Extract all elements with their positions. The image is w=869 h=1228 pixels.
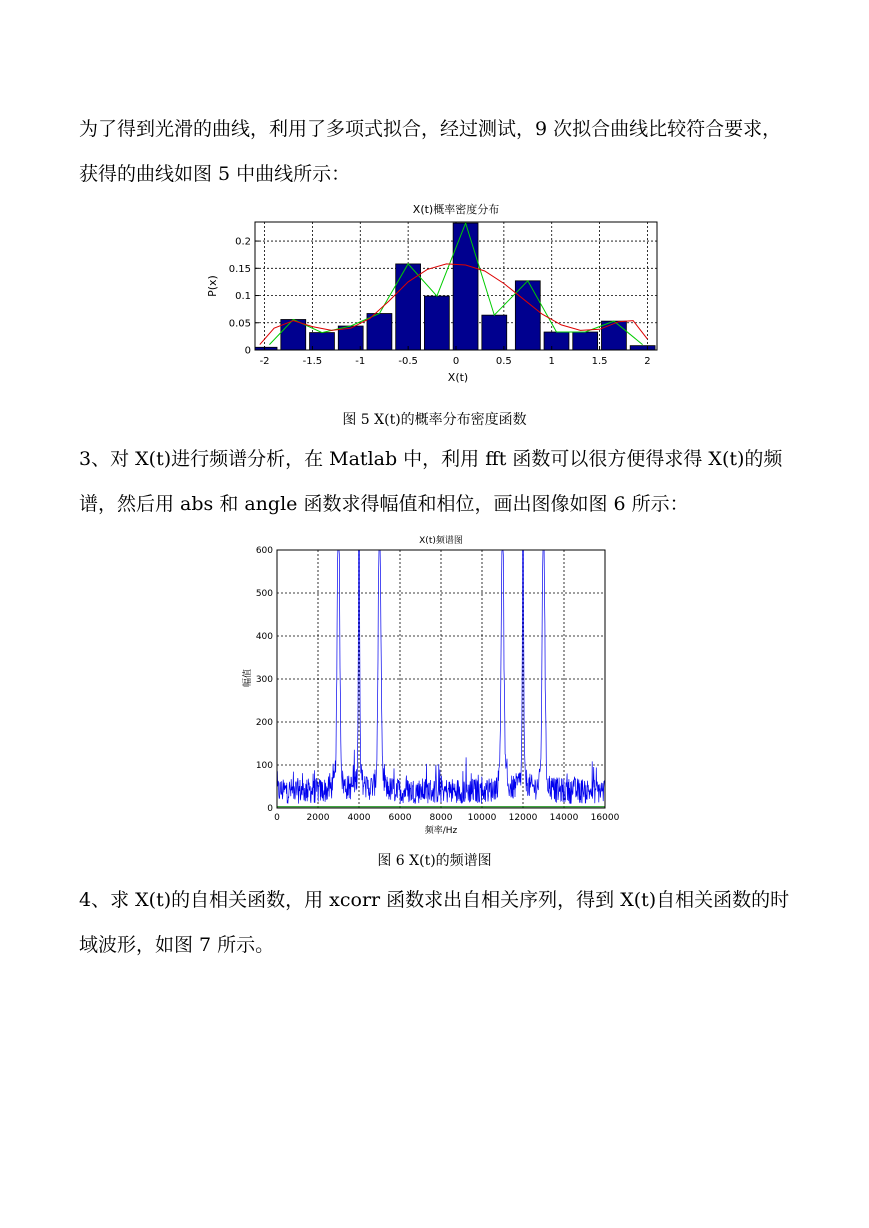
paragraph-2: 3、对 X(t)进行频谱分析，在 Matlab 中，利用 fft 函数可以很方便得求得 X(t)的频谱，然后用 abs 和 angle 函数求得幅值和相位，画出图像如图 6 所示：: [79, 448, 783, 515]
figure-6-caption: 图 6 X(t)的频谱图: [377, 853, 492, 869]
chart1-bar: [515, 281, 540, 350]
chart2-xtick-label: 6000: [388, 813, 412, 823]
chart1-ytick-label: 0.2: [235, 236, 251, 248]
chart1-bar: [573, 332, 598, 350]
chart2-spectrum-line: [277, 550, 605, 804]
chart2-ylabel: 幅值: [243, 668, 253, 688]
chart1-xtick-label: -1: [355, 356, 366, 367]
chart1-bars: [255, 223, 655, 350]
chart1-xtick-label: 0.5: [495, 356, 512, 367]
chart1-bar: [424, 296, 449, 350]
chart1-ytick-label: 0.05: [228, 318, 251, 330]
chart2-xtick-label: 4000: [347, 813, 371, 823]
figure-5-chart: [200, 195, 670, 390]
chart1-ylabel: P(x): [206, 275, 219, 297]
chart1-xtick-label: 0: [452, 356, 460, 367]
chart1-bar: [367, 314, 392, 350]
chart2-ytick-label: 200: [255, 718, 273, 728]
chart1-bar: [601, 321, 626, 350]
chart2-ytick-label: 500: [255, 589, 273, 599]
chart1-xtick-label: 1: [548, 356, 555, 367]
chart1-xtick-label: -2: [259, 356, 270, 367]
chart2-ticks: [256, 546, 620, 823]
chart2-ytick-label: 400: [255, 632, 273, 642]
chart1-bar: [544, 332, 569, 350]
chart1-bar: [310, 333, 335, 350]
chart1-ytick-label: 0.15: [228, 263, 251, 275]
chart1-bar: [482, 315, 507, 350]
chart2-xtick-label: 10000: [467, 813, 497, 823]
paragraph-1: 为了得到光滑的曲线，利用了多项式拟合，经过测试，9 次拟合曲线比较符合要求，获得的曲线如图 5 中曲线所示：: [79, 118, 782, 185]
chart2-xtick-label: 0: [274, 813, 280, 823]
chart2-ytick-label: 0: [267, 804, 273, 814]
chart1-xtick-label: 2: [644, 356, 651, 367]
chart2-xtick-label: 12000: [508, 813, 538, 823]
chart1-xlabel: X(t): [447, 371, 469, 384]
figure-6-chart: [240, 532, 640, 842]
chart1-xtick-label: -1.5: [302, 356, 323, 367]
chart1-ytick-label: 0: [244, 345, 251, 357]
chart2-xtick-label: 8000: [429, 813, 453, 823]
chart2-ytick-label: 300: [255, 675, 273, 685]
chart1-ytick-label: 0.1: [235, 291, 251, 303]
chart2-xtick-label: 2000: [306, 813, 330, 823]
chart1-xtick-label: 1.5: [591, 356, 608, 367]
chart2-xtick-label: 14000: [549, 813, 579, 823]
chart1-bar: [453, 223, 478, 350]
paragraph-3: 4、求 X(t)的自相关函数，用 xcorr 函数求出自相关序列，得到 X(t)自相关函数的时域波形，如图 7 所示。: [79, 889, 790, 956]
chart2-xlabel: 频率/Hz: [424, 826, 458, 836]
figure-5-caption: 图 5 X(t)的概率分布密度函数: [342, 412, 527, 428]
chart2-grid: [277, 550, 605, 808]
chart1-xtick-label: -0.5: [398, 356, 418, 367]
chart1-title: X(t)概率密度分布: [412, 203, 500, 216]
chart1-bar: [630, 346, 655, 350]
chart2-xtick-label: 16000: [590, 813, 620, 823]
chart2-ytick-label: 100: [255, 761, 273, 771]
chart1-bar: [396, 264, 421, 350]
chart2-title: X(t)频谱图: [419, 536, 463, 546]
chart2-ytick-label: 600: [255, 546, 273, 556]
